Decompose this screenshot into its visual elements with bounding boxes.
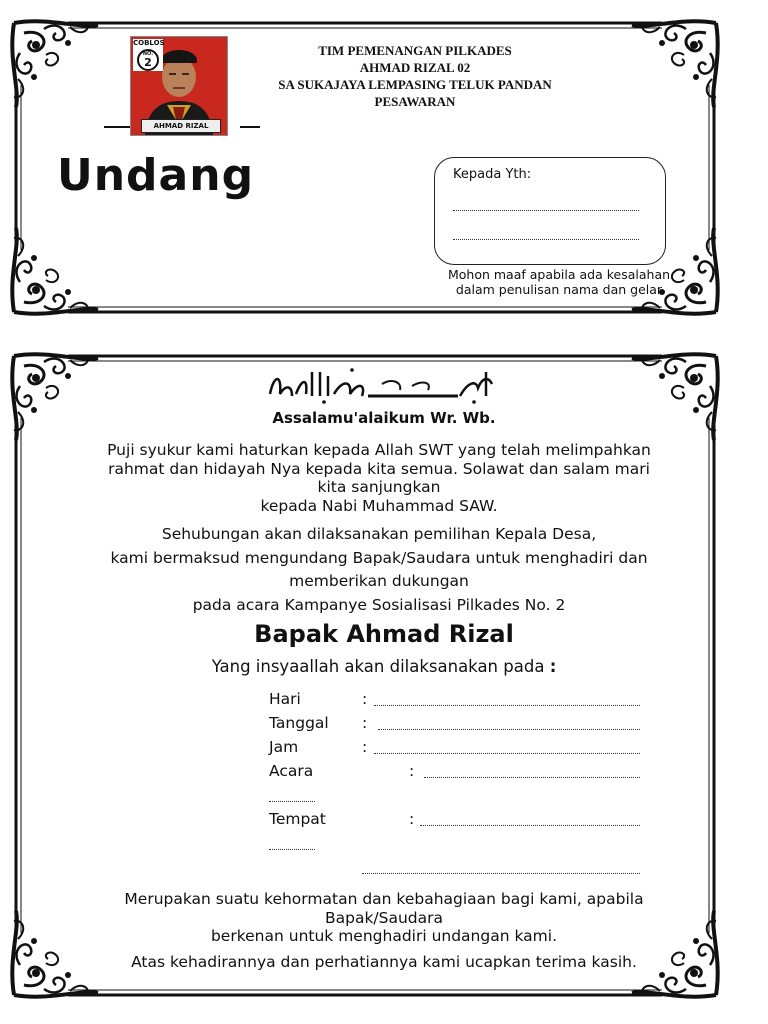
schedule-intro-colon: : [549,657,557,676]
field-tempat-blank-wrap [269,849,315,850]
ballot-number-badge [133,39,163,71]
purpose-line-2: kami bermaksud mengundang Bapak/Saudara untuk menghadiri dan [110,548,648,567]
opening-line-2: rahmat dan hidayah Nya kepada kita semua. Solawat dan salam mari [108,459,650,478]
candidate-photo [130,36,228,136]
address-box [434,157,666,265]
photo-name-strip: AHMAD RIZAL [141,119,221,133]
purpose-paragraph [70,523,688,617]
opening-line-4: kepada Nabi Muhammad SAW. [260,496,498,515]
closing-thanks: Atas kehadirannya dan perhatiannya kami ucapkan terima kasih. [131,953,637,971]
field-tempat-blank-extra [362,873,640,874]
apology-note: Mohon maaf apabila ada kesalahan dalam penulisan nama dan gelar [447,268,671,297]
opening-paragraph [70,441,688,515]
team-line-2: AHMAD RIZAL 02 [359,60,471,75]
field-jam-label: Jam [269,738,299,756]
field-hari-label: Hari [269,690,301,708]
schedule-intro-text: Yang insyaallah akan dilaksanakan pada [211,657,545,676]
field-jam-blank [374,753,640,754]
closing-line-3: berkenan untuk menghadiri undangan kami. [210,927,558,945]
team-line-3: SA SUKAJAYA LEMPASING TELUK PANDAN [278,77,552,92]
field-hari-colon: : [362,690,368,708]
closing-paragraph [80,890,688,946]
badge-number: 2 [144,56,152,69]
address-line-2 [453,239,639,240]
address-label: Kepada Yth: [453,167,532,182]
ballot-number [137,49,159,71]
field-jam-colon: : [362,738,368,756]
team-line-4: PESAWARAN [374,94,456,109]
field-acara-label: Acara [269,762,314,780]
bismillah-calligraphy-icon [262,364,498,408]
badge-no: NO. [142,51,154,57]
closing-line-2: Bapak/Saudara [324,908,444,927]
field-acara-colon: : [409,762,415,780]
purpose-line-3: memberikan dukungan [289,572,469,590]
card-title: Undang [57,150,255,201]
field-tempat-label: Tempat [269,810,326,828]
field-tempat-blank [420,825,640,826]
purpose-line-1: Sehubungan akan dilaksanakan pemilihan Kepala Desa, [161,525,597,543]
field-tanggal-colon: : [362,714,368,732]
closing-line-1: Merupakan suatu kehormatan dan kebahagiaan bagi kami, apabila [124,890,644,908]
field-tempat-colon: : [409,810,415,828]
field-acara-blank-wrap [269,801,315,802]
purpose-line-4: pada acara Kampanye Sosialisasi Pilkades No. 2 [192,595,566,614]
opening-line-3: kita sanjungkan [317,478,441,496]
address-line-1 [453,210,639,211]
greeting: Assalamu'alaikum Wr. Wb. [272,409,496,427]
field-hari-blank [374,705,640,706]
candidate-name: Bapak Ahmad Rizal [254,620,514,648]
field-acara-blank [424,777,640,778]
team-line-1: TIM PEMENANGAN PILKADES [318,43,512,58]
field-tanggal-label: Tanggal [269,714,329,732]
opening-line-1: Puji syukur kami haturkan kepada Allah SWT yang telah melimpahkan [107,441,651,459]
badge-label: COBLOS [133,39,165,47]
schedule-intro [0,656,768,678]
team-header [240,42,590,110]
field-tanggal-blank [378,729,640,730]
